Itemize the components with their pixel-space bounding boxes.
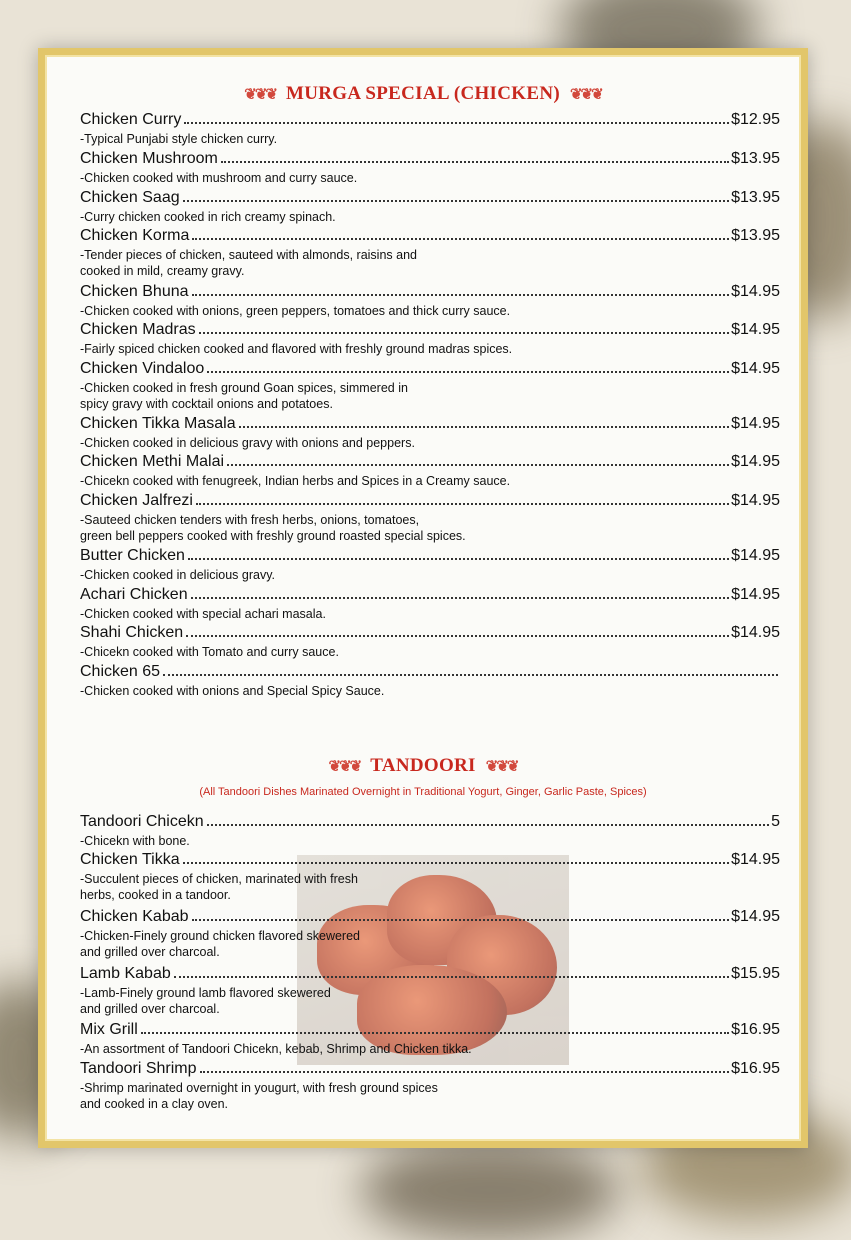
ornament-right-icon: ❦❦❦ — [569, 87, 602, 103]
menu-item-name: Chicken Jalfrezi — [80, 492, 193, 509]
menu-item-line — [80, 851, 780, 871]
menu-item-description: -Chicekn cooked with fenugreek, Indian herbs and Spices in a Creamy sauce. — [80, 474, 511, 488]
menu-item — [80, 189, 780, 225]
menu-item-price: $15.95 — [731, 965, 780, 982]
menu-item-line — [80, 1060, 780, 1080]
ornament-right-icon: ❦❦❦ — [485, 759, 518, 775]
tandoori-title-text: TANDOORI — [370, 755, 476, 776]
menu-item-description: -Chicken cooked with mushroom and curry sauce. — [80, 171, 358, 185]
menu-item-description: -Chicken cooked in fresh ground Goan spices, simmered in spicy gravy with cocktail onions and potatoes. — [80, 381, 408, 411]
dot-leader — [239, 426, 729, 428]
menu-item-name: Chicken Tikka — [80, 851, 180, 868]
menu-item-name: Butter Chicken — [80, 547, 185, 564]
dot-leader — [174, 976, 729, 978]
ornament-left-icon: ❦❦❦ — [328, 759, 361, 775]
menu-item-price: $14.95 — [731, 586, 780, 603]
menu-item-line — [80, 908, 780, 928]
dot-leader — [188, 558, 729, 560]
menu-item-line — [80, 586, 780, 606]
dot-leader — [196, 503, 729, 505]
menu-item-description: -Chicken cooked with onions and Special Spicy Sauce. — [80, 684, 385, 698]
menu-item — [80, 851, 780, 903]
menu-item-line — [80, 150, 780, 170]
menu-item — [80, 415, 780, 451]
menu-item-line — [80, 492, 780, 512]
menu-item-line — [80, 415, 780, 435]
menu-item-line — [80, 283, 780, 303]
menu-item-description: -Shrimp marinated overnight in yougurt, with fresh ground spices and cooked in a clay oven. — [80, 1081, 438, 1111]
dot-leader — [207, 824, 769, 826]
menu-item-name: Chicken Kabab — [80, 908, 189, 925]
menu-item-name: Chicken Madras — [80, 321, 196, 338]
menu-item-line — [80, 624, 780, 644]
dot-leader — [199, 332, 729, 334]
menu-item-name: Shahi Chicken — [80, 624, 184, 641]
menu-item — [80, 813, 780, 849]
menu-item-line — [80, 111, 780, 131]
menu-item-price: $13.95 — [731, 227, 780, 244]
dot-leader — [141, 1032, 729, 1034]
dot-leader — [183, 862, 729, 864]
menu-item-name: Chicken Methi Malai — [80, 453, 225, 470]
dot-leader — [184, 122, 729, 124]
menu-item — [80, 1021, 780, 1057]
menu-item-price: $14.95 — [731, 453, 780, 470]
menu-item — [80, 453, 780, 489]
menu-item — [80, 547, 780, 583]
menu-item-price: $14.95 — [731, 547, 780, 564]
menu-item-price: $16.95 — [731, 1060, 780, 1077]
menu-item-name: Chicken Curry — [80, 111, 182, 128]
menu-item-name: Chicken 65 — [80, 663, 161, 680]
menu-item-description: -Typical Punjabi style chicken curry. — [80, 132, 278, 146]
menu-item — [80, 908, 780, 960]
menu-item-name: Chicken Bhuna — [80, 283, 189, 300]
dot-leader — [227, 464, 729, 466]
menu-item-price: $14.95 — [731, 492, 780, 509]
menu-item — [80, 283, 780, 319]
menu-item-name: Tandoori Shrimp — [80, 1060, 197, 1077]
menu-item-name: Mix Grill — [80, 1021, 138, 1038]
menu-item-name: Achari Chicken — [80, 586, 188, 603]
menu-item-name: Chicken Saag — [80, 189, 180, 206]
menu-item — [80, 111, 780, 147]
dot-leader — [183, 200, 729, 202]
dot-leader — [163, 674, 778, 676]
menu-item-line — [80, 813, 780, 833]
murga-section-title — [45, 83, 801, 105]
menu-item-name: Chicken Mushroom — [80, 150, 218, 167]
menu-item-price: $12.95 — [731, 111, 780, 128]
menu-item-description: -Chicekn with bone. — [80, 834, 190, 848]
menu-item-line — [80, 453, 780, 473]
menu-item-name: Chicken Korma — [80, 227, 190, 244]
menu-item-price: $14.95 — [731, 283, 780, 300]
menu-item-description: -An assortment of Tandoori Chicekn, kebab, Shrimp and Chicken tikka. — [80, 1042, 472, 1056]
background-stain — [360, 1140, 620, 1240]
menu-item-price: $14.95 — [731, 321, 780, 338]
menu-item-name: Tandoori Chicekn — [80, 813, 204, 830]
tandoori-subtitle: (All Tandoori Dishes Marinated Overnight in Traditional Yogurt, Ginger, Garlic Paste, Spices) — [199, 786, 647, 798]
menu-item — [80, 360, 780, 412]
menu-item-price: $13.95 — [731, 150, 780, 167]
menu-item-description: -Chicekn cooked with Tomato and curry sauce. — [80, 645, 339, 659]
dot-leader — [192, 238, 729, 240]
menu-item-line — [80, 1021, 780, 1041]
menu-item-name: Lamb Kabab — [80, 965, 171, 982]
menu-item-description: -Curry chicken cooked in rich creamy spinach. — [80, 210, 336, 224]
menu-item-price: 5 — [771, 813, 780, 830]
menu-item-description: -Chicken cooked with special achari masala. — [80, 607, 326, 621]
menu-item — [80, 492, 780, 544]
menu-item-line — [80, 189, 780, 209]
menu-item-price: $14.95 — [731, 415, 780, 432]
menu-item-description: -Chicken cooked with onions, green peppers, tomatoes and thick curry sauce. — [80, 304, 511, 318]
menu-item-price: $16.95 — [731, 1021, 780, 1038]
menu-item — [80, 150, 780, 186]
menu-item-description: -Chicken cooked in delicious gravy with onions and peppers. — [80, 436, 415, 450]
menu-item-name: Chicken Vindaloo — [80, 360, 205, 377]
menu-item — [80, 965, 780, 1017]
menu-item — [80, 624, 780, 660]
menu-item-price: $14.95 — [731, 908, 780, 925]
dot-leader — [200, 1071, 730, 1073]
menu-item-description: -Chicken cooked in delicious gravy. — [80, 568, 276, 582]
menu-page — [38, 48, 808, 1148]
dot-leader — [192, 294, 730, 296]
menu-item-line — [80, 965, 780, 985]
dot-leader — [221, 161, 729, 163]
menu-item-description: -Succulent pieces of chicken, marinated with fresh herbs, cooked in a tandoor. — [80, 872, 358, 902]
menu-item — [80, 663, 780, 699]
menu-item — [80, 321, 780, 357]
menu-item — [80, 1060, 780, 1112]
menu-item-line — [80, 227, 780, 247]
dot-leader — [191, 597, 729, 599]
murga-title-text: MURGA SPECIAL (CHICKEN) — [286, 83, 560, 104]
menu-item-price: $13.95 — [731, 189, 780, 206]
menu-item-price: $14.95 — [731, 851, 780, 868]
menu-item-description: -Tender pieces of chicken, sauteed with almonds, raisins and cooked in mild, creamy gravy. — [80, 248, 417, 278]
menu-item-line — [80, 321, 780, 341]
menu-item — [80, 227, 780, 279]
dot-leader — [186, 635, 729, 637]
menu-item-description: -Fairly spiced chicken cooked and flavored with freshly ground madras spices. — [80, 342, 513, 356]
menu-item-price: $14.95 — [731, 360, 780, 377]
menu-item-name: Chicken Tikka Masala — [80, 415, 236, 432]
dot-leader — [207, 371, 729, 373]
menu-item-description: -Lamb-Finely ground lamb flavored skewered and grilled over charcoal. — [80, 986, 331, 1016]
dot-leader — [192, 919, 730, 921]
menu-item-line — [80, 360, 780, 380]
menu-item-description: -Sauteed chicken tenders with fresh herbs, onions, tomatoes, green bell peppers cooked with freshly ground roasted special spices. — [80, 513, 466, 543]
menu-item-description: -Chicken-Finely ground chicken flavored skewered and grilled over charcoal. — [80, 929, 360, 959]
menu-item-price: $14.95 — [731, 624, 780, 641]
menu-item-line — [80, 663, 780, 683]
menu-item-line — [80, 547, 780, 567]
menu-item — [80, 586, 780, 622]
tandoori-section-title — [45, 755, 801, 777]
ornament-left-icon: ❦❦❦ — [244, 87, 276, 103]
